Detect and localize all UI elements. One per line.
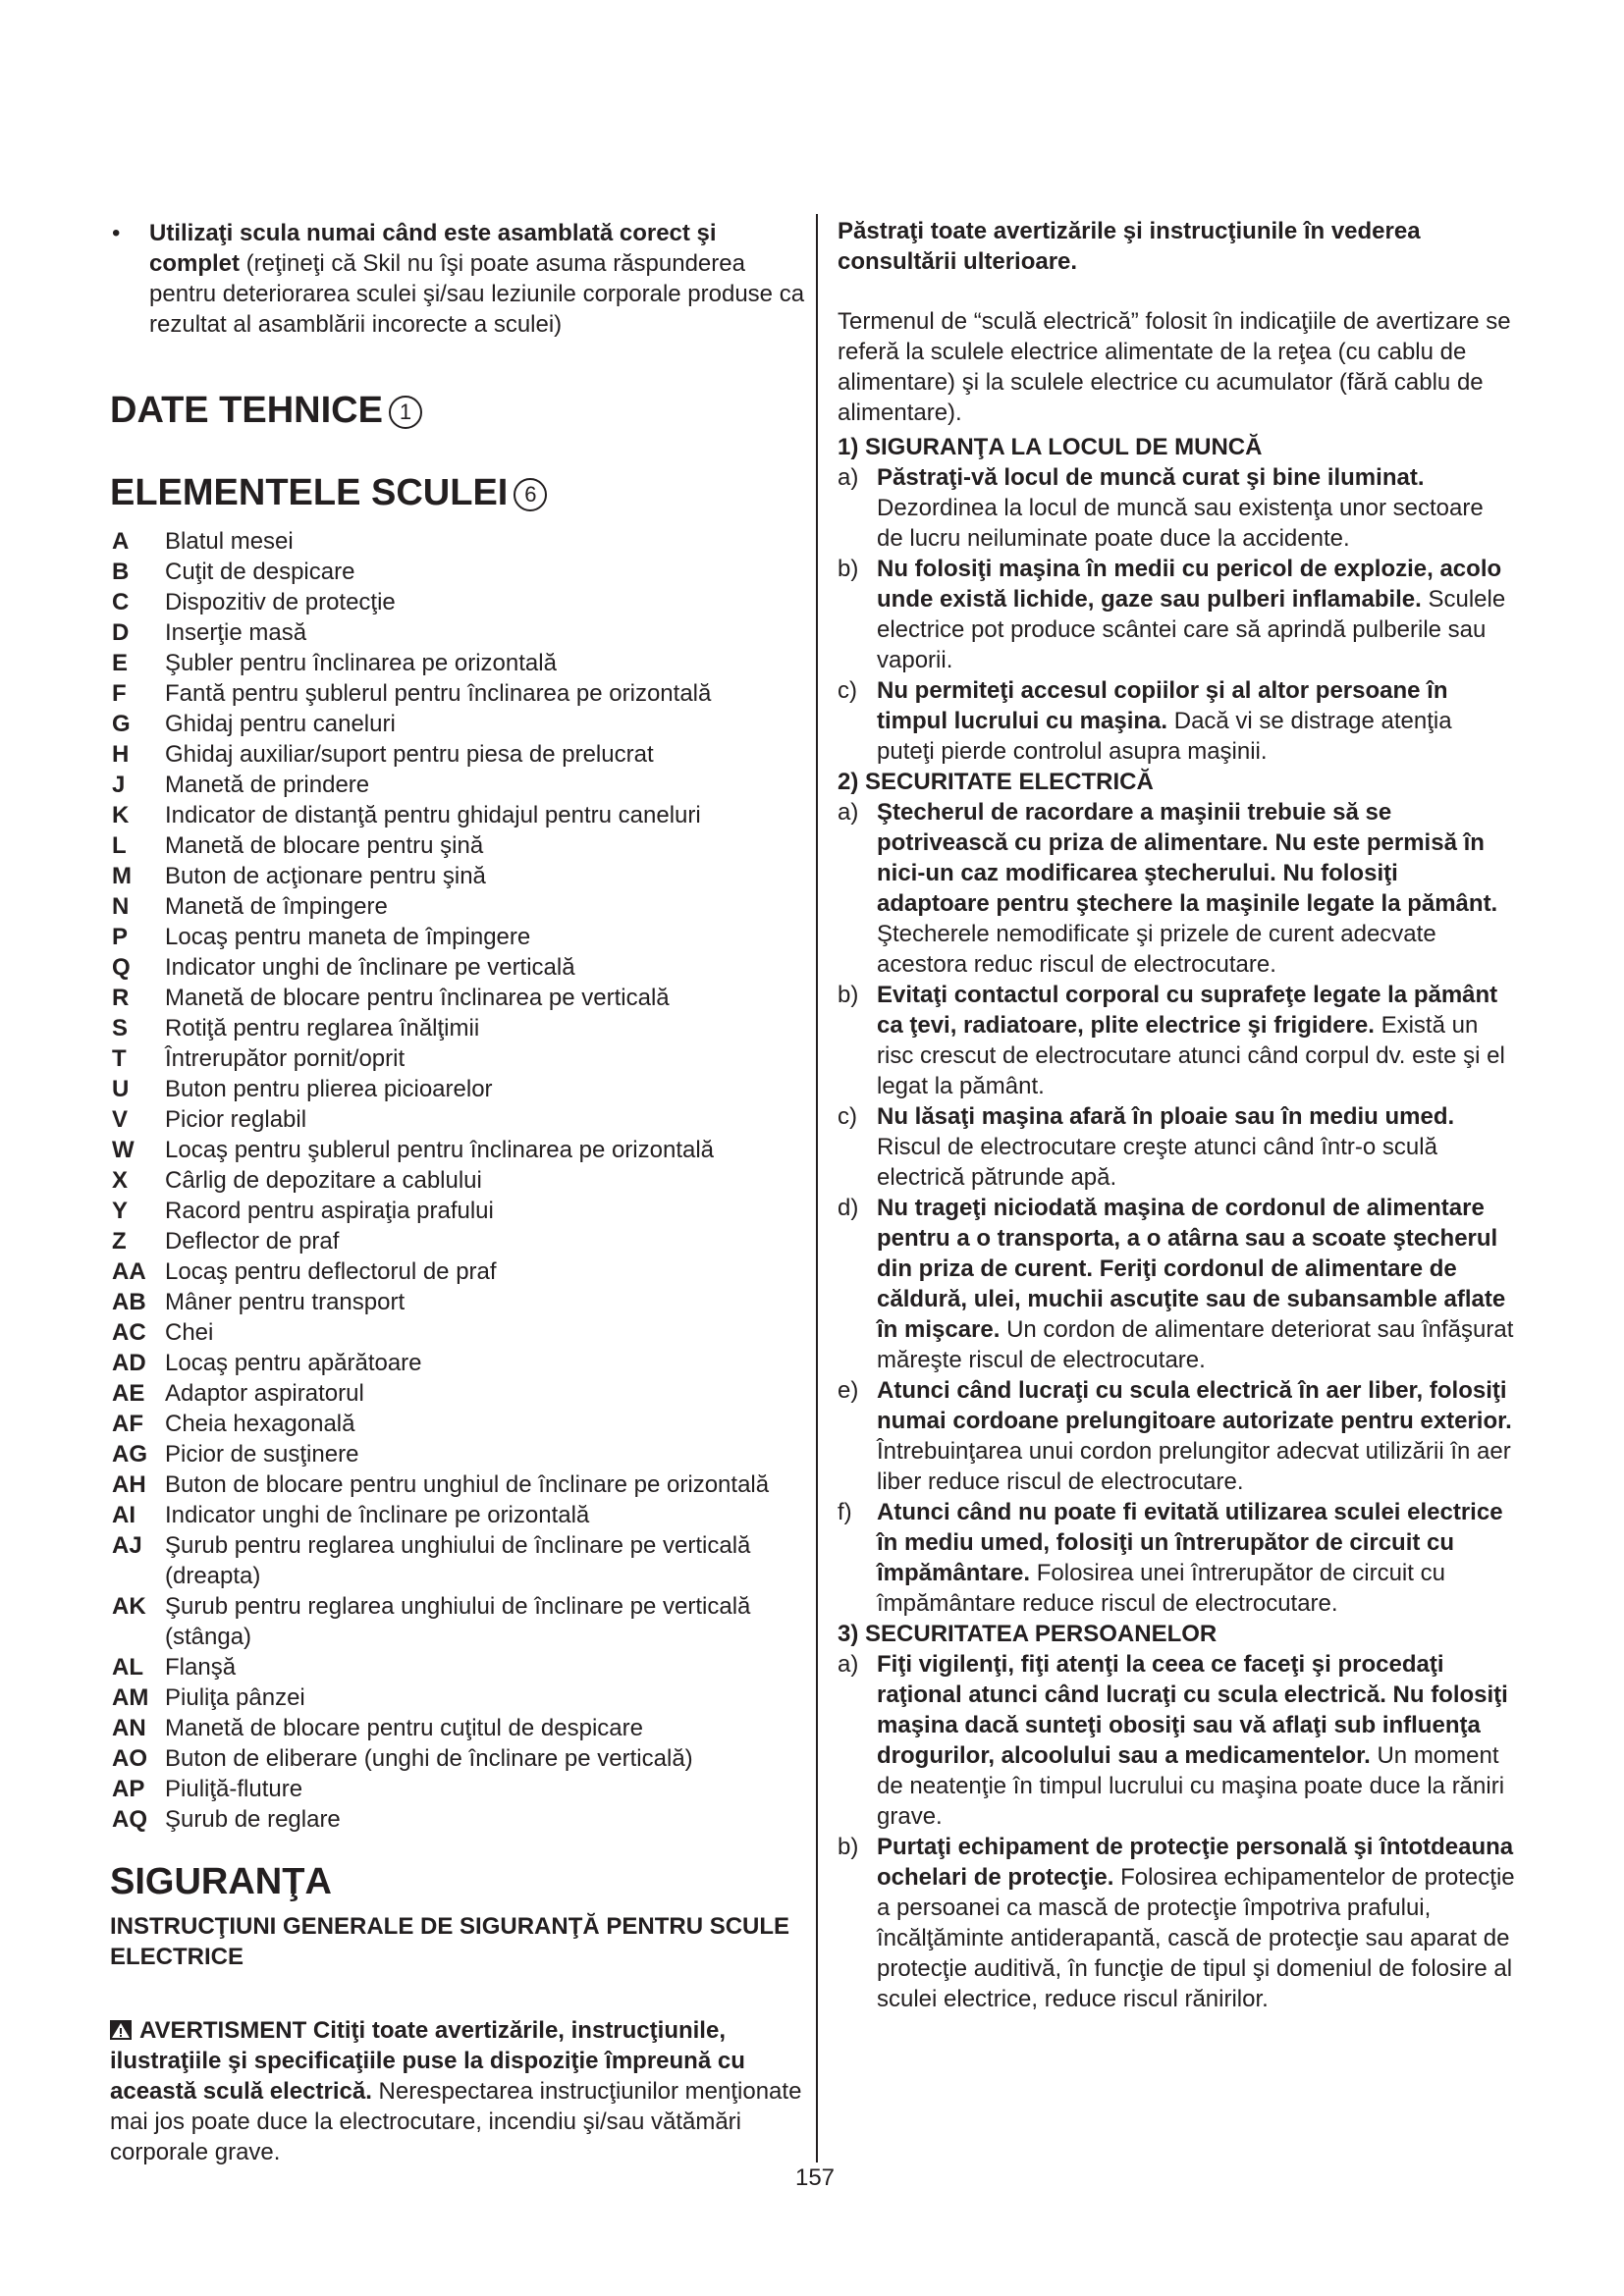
safety-item-label: c): [838, 677, 857, 704]
component-label: Manetă de blocare pentru cuţitul de despicare: [165, 1715, 643, 1741]
component-code: AM: [112, 1684, 149, 1711]
elements-heading: [110, 471, 807, 514]
component-label: Chei: [165, 1319, 214, 1346]
tech-data-heading: [110, 389, 807, 432]
component-code: AB: [112, 1289, 146, 1315]
safety-item-bold: Ştecherul de racordare a maşinii trebuie să se potrivească cu priza de alimentare. Nu este permisă în nici-un caz modificarea ştecherului. Nu folosiţi adaptoare pentru ştechere la maşinile legate la pământ.: [877, 799, 1498, 917]
component-item: [110, 1135, 807, 1165]
component-code: AD: [112, 1350, 146, 1376]
assembly-bullet-text: (reţineţi că Skil nu îşi poate asuma răspunderea pentru deteriorarea sculei şi/sau leziunile corporale produse ca rezultat al asamblării incorecte a sculei): [149, 250, 805, 338]
component-code: N: [112, 893, 130, 920]
component-item: [110, 800, 807, 830]
component-label: Indicator unghi de înclinare pe orizontală: [165, 1502, 590, 1528]
right-column: [838, 216, 1515, 2014]
component-code: G: [112, 711, 131, 737]
warning-triangle-icon: [110, 2020, 132, 2040]
component-code: D: [112, 619, 130, 646]
component-code: E: [112, 650, 129, 676]
safety-item-label: a): [838, 464, 859, 491]
safety-item-text: Folosirea unei întrerupător de circuit cu împământare reduce riscul de electrocutare.: [877, 1560, 1445, 1617]
component-code: T: [112, 1045, 127, 1072]
component-label: Rotiţă pentru reglarea înălţimii: [165, 1015, 480, 1041]
component-code: AN: [112, 1715, 146, 1741]
component-label: Mâner pentru transport: [165, 1289, 406, 1315]
tech-data-heading-text: DATE TEHNICE: [110, 390, 383, 431]
left-column: [110, 216, 807, 2167]
component-item: [110, 770, 807, 800]
safety-item-label: c): [838, 1103, 857, 1130]
component-item: [110, 1226, 807, 1256]
component-code: U: [112, 1076, 130, 1102]
warning-bold: AVERTISMENT Citiţi toate avertizările, instrucţiunile, ilustraţiile şi specificaţiile puse la dispoziţie împreună cu această sculă electrică.: [110, 2017, 745, 2105]
safety-item-text: Există un risc crescut de electrocutare atunci când corpul dv. este şi el legat la pământ.: [877, 1012, 1505, 1099]
safety-item-label: a): [838, 1651, 859, 1678]
assembly-bullet-bold: Utilizaţi scula numai când este asamblată corect şi complet: [149, 220, 717, 277]
safety-item: [838, 797, 1515, 980]
safety-item: [838, 554, 1515, 675]
component-item: [110, 1774, 807, 1804]
component-label: Ghidaj auxiliar/suport pentru piesa de prelucrat: [165, 741, 654, 768]
component-label: Piuliţă-fluture: [165, 1776, 303, 1802]
safety-item-bold: Evitaţi contactul corporal cu suprafeţe legate la pământ ca ţevi, radiatoare, plite electrice şi frigidere.: [877, 982, 1498, 1039]
safety-item: [838, 1649, 1515, 1832]
component-item: [110, 1804, 807, 1835]
component-item: [110, 922, 807, 952]
component-label: Picior reglabil: [165, 1106, 307, 1133]
component-code: Y: [112, 1198, 129, 1224]
safety-item-bold: Atunci când lucraţi cu scula electrică în aer liber, folosiţi numai cordoane prelungitoare autorizate pentru exterior.: [877, 1377, 1512, 1434]
component-item: [110, 1652, 807, 1682]
safety-item-text: Dezordinea la locul de muncă sau existenţa unor sectoare de lucru neiluminate poate duce la accidente.: [877, 495, 1484, 552]
safety-sections: [838, 432, 1515, 2014]
safety-item-label: e): [838, 1377, 859, 1404]
component-code: X: [112, 1167, 129, 1194]
safety-heading: SIGURANŢA: [110, 1861, 332, 1902]
component-label: Şubler pentru înclinarea pe orizontală: [165, 650, 557, 676]
component-item: [110, 1378, 807, 1409]
components-list: [110, 526, 807, 1835]
component-item: [110, 678, 807, 709]
component-label: Buton de acţionare pentru şină: [165, 863, 486, 889]
component-item: [110, 1409, 807, 1439]
term-definition-text: Termenul de “sculă electrică” folosit în indicaţiile de avertizare se referă la sculele electrice alimentate de la reţea (cu cablu de alimentare) şi la sculele electrice cu acumulator (fără cablu de alimentare).: [838, 308, 1511, 426]
component-item: [110, 1682, 807, 1713]
component-code: S: [112, 1015, 129, 1041]
component-item: [110, 587, 807, 617]
component-code: AF: [112, 1411, 143, 1437]
component-item: [110, 983, 807, 1013]
component-code: AK: [112, 1593, 146, 1620]
component-item: [110, 1317, 807, 1348]
component-code: A: [112, 528, 130, 555]
section-title: 2) SECURITATE ELECTRICĂ: [838, 769, 1154, 795]
safety-item-text: Riscul de electrocutare creşte atunci când într-o sculă electrică pătrunde apă.: [877, 1134, 1437, 1191]
warning-paragraph: [110, 2015, 807, 2167]
component-code: V: [112, 1106, 129, 1133]
component-code: B: [112, 559, 130, 585]
component-code: AA: [112, 1258, 146, 1285]
safety-item-text: Ştecherele nemodificate şi prizele de curent adecvate acestora reduc riscul de electrocutare.: [877, 921, 1436, 978]
safety-item-bold: Nu trageţi niciodată maşina de cordonul de alimentare pentru a o transporta, a o atârna sau a scoate ştecherul din priza de curent. Feriţi cordonul de alimentare de căldură, ulei, muchii ascuţite sau de subansamble aflate în mişcare.: [877, 1195, 1506, 1343]
component-item: [110, 1348, 807, 1378]
component-item: [110, 709, 807, 739]
component-code: AO: [112, 1745, 147, 1772]
component-code: R: [112, 985, 130, 1011]
component-item: [110, 1439, 807, 1469]
component-item: [110, 1196, 807, 1226]
component-label: Dispozitiv de protecţie: [165, 589, 396, 615]
component-label: Adaptor aspiratorul: [165, 1380, 364, 1407]
component-item: [110, 1500, 807, 1530]
safety-item-label: b): [838, 982, 859, 1008]
component-code: AQ: [112, 1806, 147, 1833]
component-item: [110, 1713, 807, 1743]
component-item: [110, 557, 807, 587]
component-code: K: [112, 802, 130, 828]
elements-ref-circle: 6: [514, 478, 547, 511]
safety-item-bold: Nu permiteţi accesul copiilor şi al altor persoane în timpul lucrului cu maşina.: [877, 677, 1448, 734]
safety-item-bold: Păstraţi-vă locul de muncă curat şi bine iluminat.: [877, 464, 1425, 491]
safety-item-label: f): [838, 1499, 852, 1525]
component-code: AE: [112, 1380, 145, 1407]
keep-instructions-text: Păstraţi toate avertizările şi instrucţiunile în vederea consultării ulterioare.: [838, 218, 1421, 275]
component-item: [110, 526, 807, 557]
column-divider: [816, 214, 818, 2163]
safety-item-bold: Nu lăsaţi maşina afară în ploaie sau în mediu umed.: [877, 1103, 1455, 1130]
safety-item: [838, 1832, 1515, 2014]
safety-item: [838, 1193, 1515, 1375]
safety-item-label: a): [838, 799, 859, 826]
component-label: Ghidaj pentru caneluri: [165, 711, 396, 737]
component-label: Şurub pentru reglarea unghiului de înclinare pe verticală (dreapta): [165, 1532, 751, 1589]
component-code: W: [112, 1137, 135, 1163]
component-label: Locaş pentru deflectorul de praf: [165, 1258, 497, 1285]
component-label: Manetă de blocare pentru şină: [165, 832, 484, 859]
safety-item: [838, 1497, 1515, 1619]
component-label: Buton de blocare pentru unghiul de înclinare pe orizontală: [165, 1471, 770, 1498]
component-code: M: [112, 863, 132, 889]
component-label: Picior de susţinere: [165, 1441, 359, 1468]
component-item: [110, 1104, 807, 1135]
component-item: [110, 830, 807, 861]
component-code: AJ: [112, 1532, 142, 1559]
general-safety-heading: INSTRUCŢIUNI GENERALE DE SIGURANŢĂ PENTRU SCULE ELECTRICE: [110, 1913, 790, 1970]
component-label: Întrerupător pornit/oprit: [165, 1045, 406, 1072]
safety-item-bold: Nu folosiţi maşina în medii cu pericol de explozie, acolo unde există lichide, gaze sau pulberi inflamabile.: [877, 556, 1502, 613]
safety-item: [838, 1375, 1515, 1497]
component-item: [110, 952, 807, 983]
safety-item-text: Folosirea echipamentelor de protecţie a persoanei ca mască de protecţie împotriva prafului, încălţăminte antiderapantă, cască de protecţie sau aparat de protecţie auditivă, în funcţie de tipul şi domeniul de folosire al sculei electrice, reduce riscul rănirilor.: [877, 1864, 1515, 2012]
component-label: Manetă de prindere: [165, 772, 370, 798]
safety-item-label: b): [838, 556, 859, 582]
component-code: Z: [112, 1228, 127, 1255]
component-code: J: [112, 772, 126, 798]
component-item: [110, 1165, 807, 1196]
component-code: P: [112, 924, 129, 950]
component-code: AC: [112, 1319, 146, 1346]
component-item: [110, 1013, 807, 1043]
component-label: Cârlig de depozitare a cablului: [165, 1167, 482, 1194]
component-label: Şurub de reglare: [165, 1806, 341, 1833]
component-item: [110, 1074, 807, 1104]
page-number: 157: [794, 2164, 836, 2191]
safety-item-bold: Atunci când nu poate fi evitată utilizarea sculei electrice în mediu umed, folosiţi un întrerupător de circuit cu împământare.: [877, 1499, 1503, 1586]
component-item: [110, 861, 807, 891]
safety-item-text: Întrebuinţarea unui cordon prelungitor adecvat utilizării în aer liber reduce riscul de electrocutare.: [877, 1438, 1511, 1495]
component-label: Cuţit de despicare: [165, 559, 355, 585]
component-item: [110, 1256, 807, 1287]
component-item: [110, 1591, 807, 1652]
component-code: F: [112, 680, 127, 707]
safety-item-label: d): [838, 1195, 859, 1221]
component-label: Şurub pentru reglarea unghiului de înclinare pe verticală (stânga): [165, 1593, 751, 1650]
component-code: H: [112, 741, 130, 768]
warning-text: Nerespectarea instrucţiunilor menţionate mai jos poate duce la electrocutare, incendiu şi/sau vătămări corporale grave.: [110, 2078, 802, 2165]
safety-item-text: Un moment de neatenţie în timpul lucrului cu maşina poate duce la răniri grave.: [877, 1742, 1505, 1830]
component-code: Q: [112, 954, 131, 981]
component-label: Fantă pentru şublerul pentru înclinarea pe orizontală: [165, 680, 712, 707]
safety-item: [838, 462, 1515, 554]
component-label: Manetă de blocare pentru înclinarea pe verticală: [165, 985, 670, 1011]
component-label: Buton de eliberare (unghi de înclinare pe verticală): [165, 1745, 693, 1772]
safety-item: [838, 980, 1515, 1101]
safety-item-text: Dacă vi se distrage atenţia puteţi pierde controlul asupra maşinii.: [877, 708, 1452, 765]
component-code: C: [112, 589, 130, 615]
component-code: AP: [112, 1776, 145, 1802]
safety-item-bold: Fiţi vigilenţi, fiţi atenţi la ceea ce faceţi şi procedaţi raţional atunci când lucraţi cu scula electrică. Nu folosiţi maşina dacă sunteţi obosiţi sau vă aflaţi sub influenţa drogurilor, alcoolului sau a medicamentelor.: [877, 1651, 1508, 1769]
safety-item: [838, 675, 1515, 767]
component-label: Piuliţa pânzei: [165, 1684, 305, 1711]
safety-item-label: b): [838, 1834, 859, 1860]
bullet-marker: •: [112, 220, 121, 246]
safety-item-text: Sculele electrice pot produce scântei care să aprindă pulberile sau vaporii.: [877, 586, 1506, 673]
component-label: Flanşă: [165, 1654, 237, 1681]
elements-heading-text: ELEMENTELE SCULEI: [110, 472, 509, 513]
component-item: [110, 1469, 807, 1500]
component-item: [110, 648, 807, 678]
section-title: 3) SECURITATEA PERSOANELOR: [838, 1621, 1218, 1647]
component-code: AH: [112, 1471, 146, 1498]
component-label: Manetă de împingere: [165, 893, 388, 920]
component-code: AL: [112, 1654, 143, 1681]
component-label: Locaş pentru apărătoare: [165, 1350, 422, 1376]
component-item: [110, 1287, 807, 1317]
component-label: Blatul mesei: [165, 528, 294, 555]
component-code: AG: [112, 1441, 147, 1468]
component-label: Indicator de distanţă pentru ghidajul pentru caneluri: [165, 802, 701, 828]
component-label: Racord pentru aspiraţia prafului: [165, 1198, 494, 1224]
component-code: L: [112, 832, 127, 859]
safety-item-bold: Purtaţi echipament de protecţie personală şi întotdeauna ochelari de protecţie.: [877, 1834, 1514, 1891]
component-item: [110, 1530, 807, 1591]
component-label: Locaş pentru maneta de împingere: [165, 924, 531, 950]
component-code: AI: [112, 1502, 135, 1528]
safety-item-text: Un cordon de alimentare deteriorat sau înfăşurat măreşte riscul de electrocutare.: [877, 1316, 1514, 1373]
tech-data-ref-circle: 1: [389, 396, 422, 429]
assembly-bullet: [110, 218, 807, 340]
component-label: Indicator unghi de înclinare pe verticală: [165, 954, 575, 981]
component-label: Locaş pentru şublerul pentru înclinarea pe orizontală: [165, 1137, 715, 1163]
section-title: 1) SIGURANŢA LA LOCUL DE MUNCĂ: [838, 434, 1263, 460]
component-label: Buton pentru plierea picioarelor: [165, 1076, 493, 1102]
component-item: [110, 1743, 807, 1774]
safety-item: [838, 1101, 1515, 1193]
component-item: [110, 1043, 807, 1074]
component-item: [110, 891, 807, 922]
component-label: Cheia hexagonală: [165, 1411, 355, 1437]
component-label: Inserţie masă: [165, 619, 307, 646]
component-item: [110, 739, 807, 770]
component-label: Deflector de praf: [165, 1228, 340, 1255]
component-item: [110, 617, 807, 648]
